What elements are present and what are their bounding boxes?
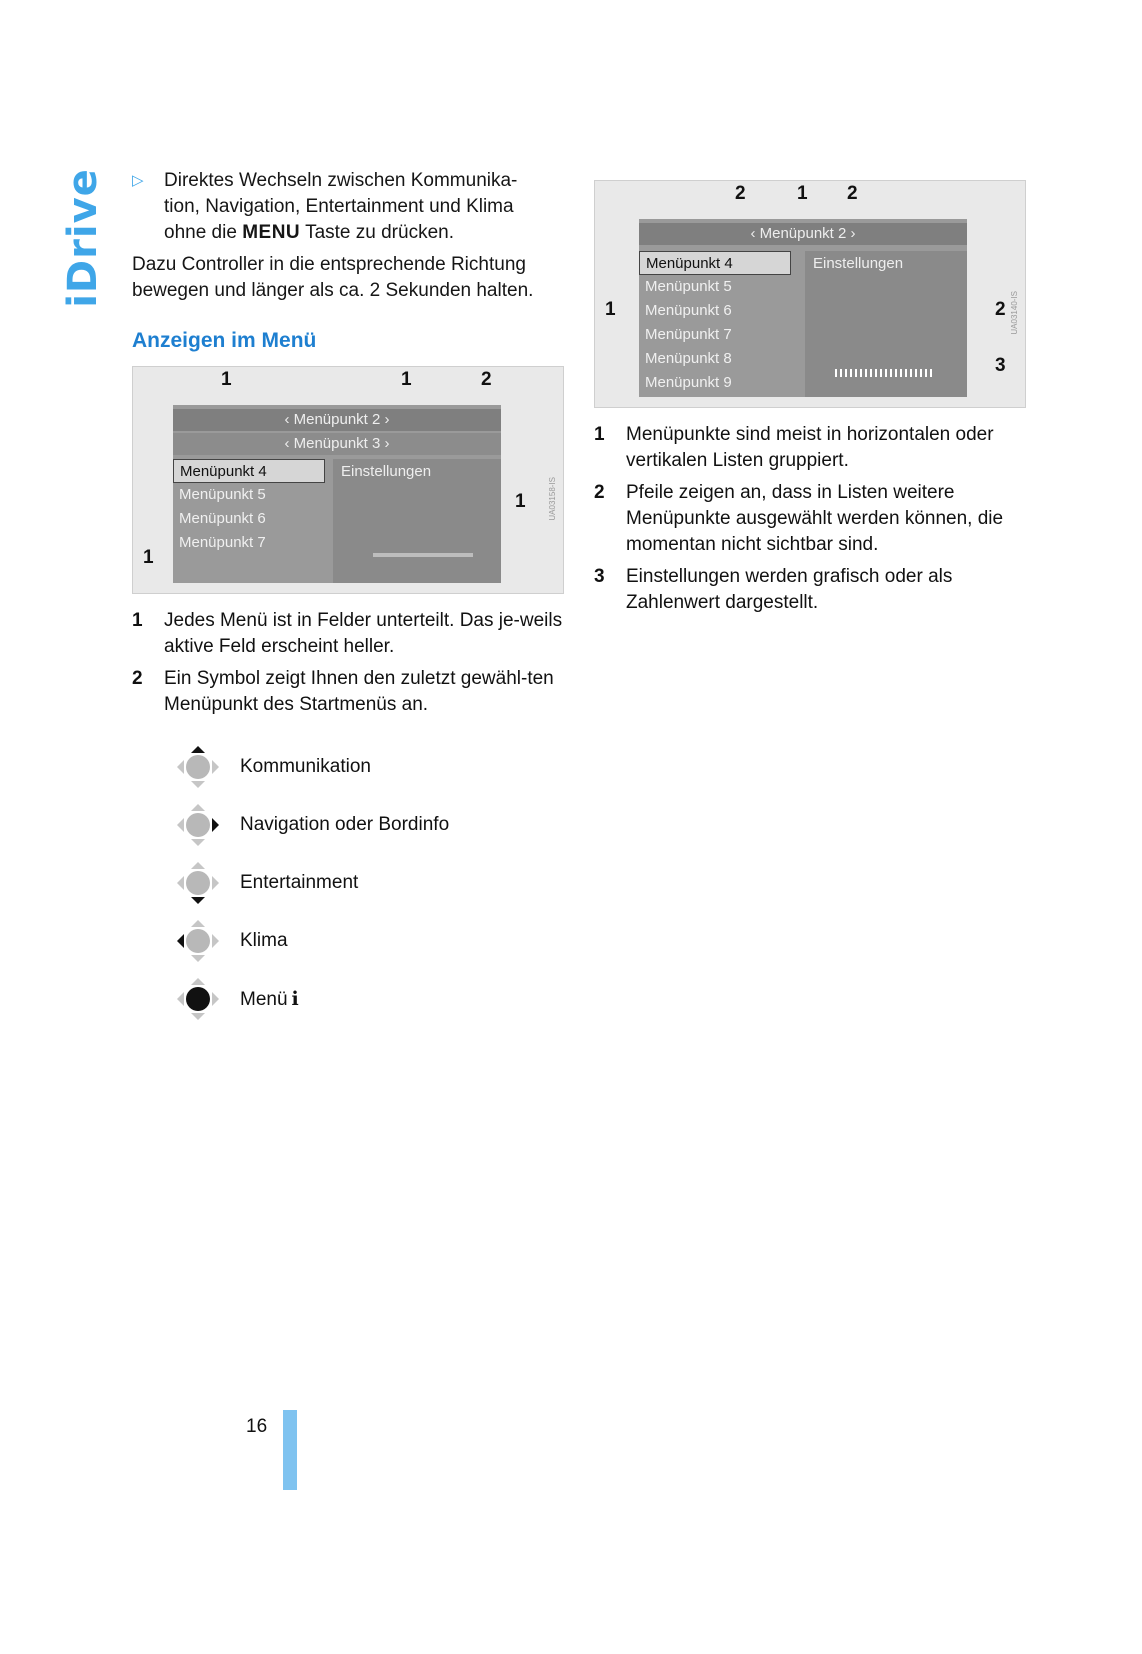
screen-list-item: Menüpunkt 6 <box>179 510 266 527</box>
screen-list-item: Menüpunkt 9 <box>645 374 732 391</box>
icon-label: Navigation oder Bordinfo <box>240 814 450 835</box>
callout-number: 2 <box>735 183 746 204</box>
menu-key-label: MENU <box>242 222 301 243</box>
idrive-screen <box>639 219 967 397</box>
bullet-line-2: tion, Navigation, Entertainment und Klima <box>164 196 514 217</box>
controller-press-icon <box>168 969 228 1029</box>
screen-list-item: Menüpunkt 5 <box>645 278 732 295</box>
icon-row <box>168 738 572 796</box>
info-icon: i <box>291 987 299 1010</box>
legend-number: 3 <box>594 566 605 587</box>
bullet-line-3 <box>164 220 517 246</box>
screen-bar: ‹ Menüpunkt 2 › <box>173 409 501 431</box>
icon-row <box>168 854 572 912</box>
icon-row <box>168 796 572 854</box>
controller-down-icon <box>168 853 228 913</box>
right-column <box>594 180 1044 622</box>
callout-number: 1 <box>221 369 232 390</box>
controller-right-icon <box>168 795 228 855</box>
value-scale <box>835 369 935 377</box>
screen-settings-pane <box>333 459 501 583</box>
icon-label <box>240 988 299 1011</box>
screen-bar: ‹ Menüpunkt 2 › <box>639 223 967 245</box>
menu-display-figure <box>132 366 564 594</box>
callout-number: 3 <box>995 355 1006 376</box>
legend-text: Pfeile zeigen an, dass in Listen weitere Menüpunkte ausgewählt werden können, die momentan nicht sichtbar sind. <box>626 482 1004 555</box>
bullet-line-3b: Taste zu drücken. <box>305 222 454 243</box>
screen-list-item: Menüpunkt 4 <box>173 459 325 483</box>
screen-settings-label: Einstellungen <box>813 255 904 272</box>
screen-list <box>639 251 791 395</box>
callout-number: 2 <box>847 183 858 204</box>
callout-number: 2 <box>995 299 1006 320</box>
icon-label: Entertainment <box>240 872 359 893</box>
section-tab <box>48 168 118 308</box>
legend-text: Jedes Menü ist in Felder unterteilt. Das je-weils aktive Feld erscheint heller. <box>164 610 563 657</box>
icon-row <box>168 970 572 1028</box>
legend-number: 2 <box>132 668 143 689</box>
legend-text: Ein Symbol zeigt Ihnen den zuletzt gewähl-ten Menüpunkt des Startmenüs an. <box>164 668 554 715</box>
idrive-screen <box>173 405 501 583</box>
legend-text: Menüpunkte sind meist in horizontalen oder vertikalen Listen gruppiert. <box>626 424 994 471</box>
legend-number: 1 <box>132 610 143 631</box>
bullet-item <box>132 168 572 246</box>
callout-number: 1 <box>143 547 154 568</box>
legend-item <box>132 608 572 660</box>
legend-item <box>594 422 1044 474</box>
callout-number: 1 <box>605 299 616 320</box>
legend-number: 1 <box>594 424 605 445</box>
screen-settings-pane <box>805 251 967 397</box>
screen-settings-label: Einstellungen <box>341 463 432 480</box>
legend-item <box>132 666 572 718</box>
callout-number: 1 <box>797 183 808 204</box>
callout-number: 2 <box>481 369 492 390</box>
figure2-legend <box>594 422 1044 616</box>
legend-text: Einstellungen werden grafisch oder als Zahlenwert dargestellt. <box>626 566 953 613</box>
section-tab-label: iDrive <box>60 168 106 308</box>
menu-label-text: Menü <box>240 988 288 1010</box>
bullet-arrow-icon: ▷ <box>132 172 144 189</box>
icon-row <box>168 912 572 970</box>
icon-label: Kommunikation <box>240 756 371 777</box>
controller-left-icon <box>168 911 228 971</box>
legend-item <box>594 564 1044 616</box>
screen-list <box>173 459 325 555</box>
figure-image-id: UA03158-IS <box>548 477 557 521</box>
page-marker-bar <box>283 1410 297 1490</box>
slider-track <box>373 553 473 557</box>
bullet-line-3a: ohne die <box>164 222 237 243</box>
controller-icon-list <box>132 738 572 1028</box>
screen-bar: ‹ Menüpunkt 3 › <box>173 433 501 455</box>
figure-image-id: UA03140-IS <box>1010 291 1019 335</box>
screen-list-item: Menüpunkt 6 <box>645 302 732 319</box>
legend-item <box>594 480 1044 558</box>
list-display-figure <box>594 180 1026 408</box>
bullet-line-1: Direktes Wechseln zwischen Kommunika- <box>164 170 518 191</box>
section-heading: Anzeigen im Menü <box>132 329 317 352</box>
callout-number: 1 <box>401 369 412 390</box>
screen-list-item: Menüpunkt 4 <box>639 251 791 275</box>
instruction-paragraph: Dazu Controller in die entsprechende Richtung bewegen und länger als ca. 2 Sekunden halten. <box>132 254 534 301</box>
screen-list-item: Menüpunkt 8 <box>645 350 732 367</box>
controller-up-icon <box>168 737 228 797</box>
screen-list-item: Menüpunkt 5 <box>179 486 266 503</box>
callout-number: 1 <box>515 491 526 512</box>
legend-number: 2 <box>594 482 605 503</box>
screen-list-item: Menüpunkt 7 <box>645 326 732 343</box>
figure1-legend <box>132 608 572 718</box>
bullet-text <box>164 168 517 246</box>
page-number: 16 <box>246 1416 268 1437</box>
left-column <box>132 168 572 1028</box>
screen-list-item: Menüpunkt 7 <box>179 534 266 551</box>
icon-label: Klima <box>240 930 288 951</box>
